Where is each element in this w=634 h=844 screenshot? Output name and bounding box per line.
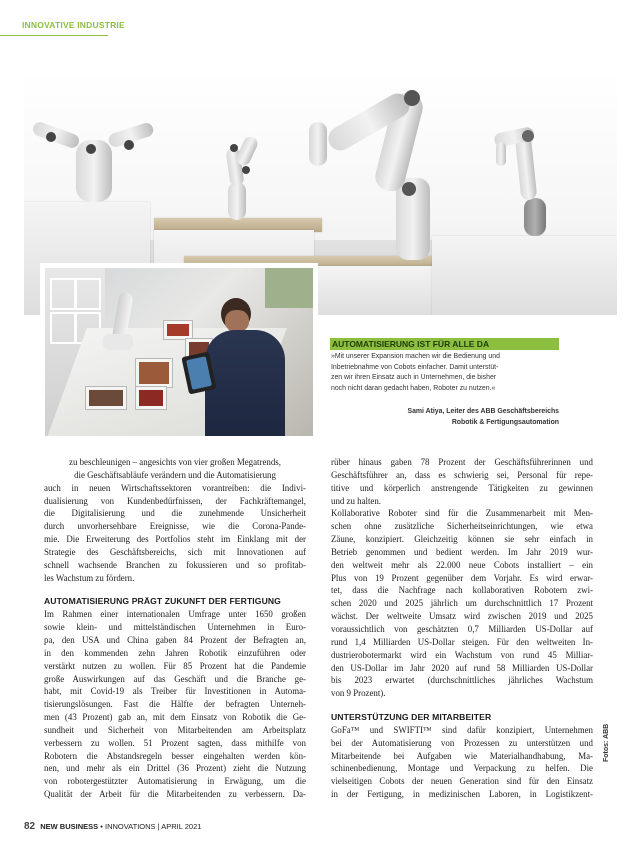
- text-line: schen 2020 und 2025 jährlich um durchschnittlich 17 Prozent: [331, 598, 593, 609]
- text-line: auch in neuen Wirtschaftssektoren vorantreiben: die Indivi-: [44, 482, 306, 493]
- text-line: mie. Die Erweiterung des Portfolios steht im Einklang mit der: [44, 534, 306, 545]
- text-line: Robotern die Abstandsregeln besser eingehalten werden kön-: [44, 750, 306, 761]
- text-line: tet, dass die Nachfrage nach kollaborativen Robotern zwi-: [331, 585, 593, 596]
- text-line: in den kommenden zehn Jahren Robotik einzuführen oder: [44, 647, 306, 658]
- text-line: den US-Dollar im Jahr 2020 auf rund 58 Milliarden US-Dollar: [331, 662, 593, 673]
- text-line: Kollaborative Roboter sind für die Zusammenarbeit mit Men-: [331, 508, 593, 519]
- text-line: die Digitalisierung und die zunehmende Unsicherheit: [44, 508, 306, 519]
- text-line: von 9 Prozent).: [331, 688, 386, 699]
- text-line: Qualität der Arbeit für die Mitarbeitenden zu verbessern. Da-: [44, 789, 306, 800]
- section-underline: [0, 35, 108, 36]
- photo-credit: Fotos: ABB: [603, 723, 610, 762]
- footer-section: INNOVATIONS: [104, 822, 156, 831]
- inset-photo-worker: [40, 263, 318, 441]
- publication-name: NEW BUSINESS: [40, 822, 99, 831]
- text-line: die Geschäftsabläufe verändern und die Automatisierung: [74, 469, 276, 480]
- text-line: nen, und mehr als ein Drittel (36 Prozent) zieht die Nutzung: [44, 763, 306, 774]
- footer-separator: •: [100, 822, 103, 831]
- text-line: rüber hinaus gaben 78 Prozent der Geschäftsführerinnen und: [331, 457, 593, 467]
- text-line: les Wachstum zu fördern.: [44, 572, 135, 583]
- text-line: schen ohne zusätzliche Sicherheitseinrichtungen, wie etwa: [331, 521, 593, 532]
- section-heading: AUTOMATISIERUNG PRÄGT ZUKUNFT DER FERTIGUNG: [44, 596, 281, 607]
- text-line: von robotergestützter Automatisierung in Erwägung, um die: [44, 776, 306, 787]
- text-line: schnell wachsende Branchen zu fokussieren und so profitab-: [44, 559, 306, 570]
- article-column-1: [44, 456, 306, 801]
- quote-line: Inbetriebnahme von Cobots einfacher. Damit unterstüt-: [331, 363, 499, 371]
- text-line: schinenbedienung, Montage und Verpackung zu helfen. Die: [331, 763, 593, 774]
- page-number: 82: [24, 821, 36, 832]
- text-line: Strategie des Geschäftsbereichs, sich mit Innovationen auf: [44, 546, 306, 557]
- quote-line: noch nicht daran gedacht haben, Roboter zu nutzen.«: [331, 384, 496, 392]
- text-line: in der Fertigung, in medizinischen Laboren, in Logistikzent-: [331, 789, 593, 800]
- section-tag: INNOVATIVE INDUSTRIE: [22, 20, 125, 30]
- section-heading: UNTERSTÜTZUNG DER MITARBEITER: [331, 712, 492, 723]
- text-line: Betrieb genommen und bedient werden. Im Jahr 2019 wur-: [331, 546, 593, 557]
- quote-headline: AUTOMATISIERUNG IST FÜR ALLE DA: [330, 338, 559, 350]
- page-footer: [24, 821, 201, 832]
- text-line: habt, mit Covid-19 als Treiber für Investitionen in Automa-: [44, 686, 306, 697]
- text-line: verstärkt nutzen zu wollen. Für 85 Prozent hat die Pandemie: [44, 660, 306, 671]
- text-line: und zu halten.: [331, 495, 382, 506]
- text-line: dustrierobotermarkt wird ein Wachstum von rund 45 Milliar-: [331, 649, 593, 660]
- text-line: pa, den USA und China gaben 84 Prozent der Befragten an,: [44, 634, 306, 645]
- text-line: bis 2023 erwartet (durchschnittliches jährliches Wachstum: [331, 675, 593, 686]
- text-line: GoFa™ und SWIFTI™ sind dafür konzipiert, Unternehmen: [331, 724, 593, 735]
- text-line: wächst. Der weltweite Umsatz wird zwischen 2019 und 2025: [331, 611, 593, 622]
- text-line: Im Rahmen einer internationalen Umfrage unter 1650 großen: [44, 609, 306, 620]
- text-line: Mitarbeitende bei Aufgaben wie Materialhandhabung, Ma-: [331, 750, 593, 761]
- text-line: Plus von 19 Prozent gegenüber dem Vorjahr. Es wird erwar-: [331, 572, 593, 583]
- text-line: sowie klein- und mittelständischen Unternehmen in Euro-: [44, 622, 306, 633]
- text-line: voraussichtlich von geschätzten 0,7 Milliarden US-Dollar auf: [331, 623, 593, 634]
- quote-line: »Mit unserer Expansion machen wir die Bedienung und: [331, 353, 500, 360]
- author-name-title: Sami Atiya, Leiter des ABB Geschäftsbereichs: [407, 408, 559, 415]
- text-line: zu beschleunigen – angesichts von vier großen Megatrends,: [69, 457, 281, 467]
- text-line: dualisierung von Kundenbedürfnissen, der Fachkräftemangel,: [44, 495, 306, 506]
- footer-issue: APRIL 2021: [161, 822, 202, 831]
- text-line: durch unvorhersehbare Ereignisse, wie die Corona-Pande-: [44, 521, 306, 532]
- text-line: rund 1,4 Milliarden US-Dollar steigen. Für den weltweiten In-: [331, 636, 593, 647]
- text-line: tisierungslösungen. Fast die Hälfte der befragten Unterneh-: [44, 699, 306, 710]
- text-line: Zäune, konzipiert. Gleichzeitig können sie sehr einfach in: [331, 534, 593, 545]
- text-line: titive und körperlich anstrengende Tätigkeiten zu gewinnen: [331, 482, 593, 493]
- footer-divider: |: [157, 822, 160, 831]
- text-line: große Auswirkungen auf das Geschäft und die Branche ge-: [44, 673, 306, 684]
- text-line: bei der Automatisierung von Prozessen zu unterstützen und: [331, 737, 593, 748]
- quote-text: [331, 352, 561, 394]
- text-line: den weltweit mehr als 22.000 neue Cobots installiert – ein: [331, 559, 593, 570]
- text-line: vielseitigen Cobots der neuen Generation sind für den Einsatz: [331, 776, 593, 787]
- article-column-2: [331, 456, 593, 801]
- author-division: Robotik & Fertigungsautomation: [451, 418, 559, 426]
- text-line: Geschäftsführer an, dass es schwierig sei, Personal für repe-: [331, 469, 593, 480]
- text-line: sundheit und Sicherheit von Mitarbeitenden am Arbeitsplatz: [44, 724, 306, 735]
- text-line: men (43 Prozent) gab an, mit dem Einsatz von Robotik die Ge-: [44, 712, 306, 723]
- text-line: verbessern zu wollen. 51 Prozent sagten, dass mithilfe von: [44, 737, 306, 748]
- quote-line: zen wir ihren Einsatz auch in Unternehmen, die bisher: [331, 374, 497, 381]
- quote-author: [300, 407, 559, 428]
